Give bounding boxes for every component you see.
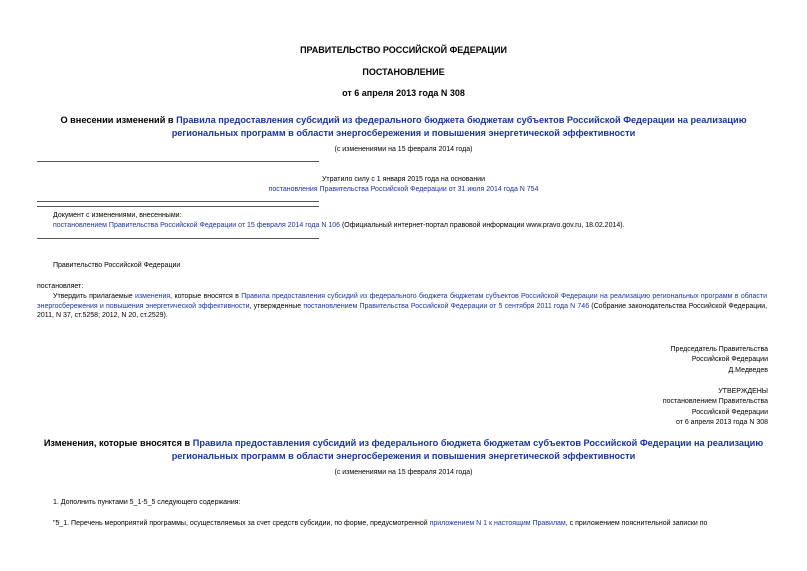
signature-block — [671, 345, 768, 376]
title-rules-link-cont[interactable]: региональных программ в области энергосбережения и повышения энергетической эффективности — [171, 127, 636, 138]
title-prefix: О внесении изменений в — [60, 115, 177, 125]
approved-line: постановлением Правительства — [662, 398, 768, 406]
amendments-label: Документ с изменениями, внесенными: — [53, 212, 182, 219]
changes-title-rules-link-cont[interactable]: региональных программ в области энергосбережения и повышения энергетической эффективности — [171, 450, 636, 461]
approved-block — [663, 387, 768, 429]
signature-line: Председатель Правительства — [670, 346, 768, 353]
approved-heading: УТВЕРЖДЕНЫ — [718, 388, 768, 395]
title-rules-link[interactable]: Правила предоставления субсидий из федерального бюджета бюджетам субъектов Российской Федерации на реализацию — [176, 115, 747, 125]
resolution-paragraph — [37, 292, 767, 321]
expired-basis-link[interactable]: постановления Правительства Российской Федерации от 31 июля 2014 года N 754 — [268, 186, 539, 193]
approved-line: от 6 апреля 2013 года N 308 — [675, 419, 768, 427]
changes-title — [0, 437, 807, 462]
resolution-text: , утвержденные — [249, 302, 304, 310]
decides-text: постановляет: — [37, 283, 84, 290]
government-heading: ПРАВИТЕЛЬСТВО РОССИЙСКОЙ ФЕДЕРАЦИИ — [300, 45, 507, 55]
changes-edition-note: (с изменениями на 15 февраля 2014 года) — [334, 469, 473, 476]
divider — [37, 238, 319, 239]
rules-link[interactable]: Правила предоставления субсидий из федерального бюджета бюджетам субъектов Российской Федерации на реализацию региональных программ в области энергосбережения и повышения энергетической эффективности — [37, 293, 767, 310]
item-5-1 — [53, 519, 767, 529]
signature-name: Д.Медведев — [728, 366, 768, 374]
divider — [37, 206, 319, 207]
expired-note: Утратило силу с 1 января 2015 года на основании — [321, 176, 486, 183]
document-type: ПОСТАНОВЛЕНИЕ — [362, 67, 445, 77]
decree-746-link[interactable]: постановлением Правительства Российской Федерации от 5 сентября 2011 года N 746 — [303, 302, 590, 310]
signature-line: Российской Федерации — [691, 356, 768, 364]
divider — [37, 161, 319, 162]
changes-title-prefix: Изменения, которые вносятся в — [43, 438, 193, 448]
resolution-text: , которые вносятся в — [170, 293, 242, 300]
approved-line: Российской Федерации — [691, 408, 768, 416]
changes-link[interactable]: изменения — [135, 293, 171, 300]
amendments-link[interactable]: постановлением Правительства Российской Федерации от 15 февраля 2014 года N 106 — [53, 222, 340, 229]
issuer-text: Правительство Российской Федерации — [53, 262, 181, 269]
appendix-1-link[interactable]: приложением N 1 к настоящим Правилам — [429, 520, 566, 527]
amendments-source: (Официальный интернет-портал правовой информации www.pravo.gov.ru, 18.02.2014). — [340, 222, 625, 229]
edition-note: (с изменениями на 15 февраля 2014 года) — [334, 146, 473, 153]
changes-title-rules-link[interactable]: Правила предоставления субсидий из федерального бюджета бюджетам субъектов Российской Федерации на реализацию — [192, 438, 764, 448]
divider — [37, 201, 319, 202]
resolution-text: (Собрание законодательства Российской Федерации, 2011, N 37, ст.5258; 2012, N 20, ст.2529). — [37, 302, 768, 320]
resolution-text: Утвердить прилагаемые — [53, 293, 136, 300]
item-5-1-text: , с приложением пояснительной записки по — [565, 520, 708, 527]
item-1: 1. Дополнить пунктами 5_1-5_5 следующего содержания: — [53, 499, 241, 506]
amendments-line — [53, 222, 625, 229]
document-title — [0, 114, 807, 139]
document-date-number: от 6 апреля 2013 года N 308 — [342, 88, 465, 98]
item-5-1-text: "5_1. Перечень мероприятий программы, осуществляемых за счет средств субсидии, по форме, предусмотренной — [53, 520, 430, 527]
